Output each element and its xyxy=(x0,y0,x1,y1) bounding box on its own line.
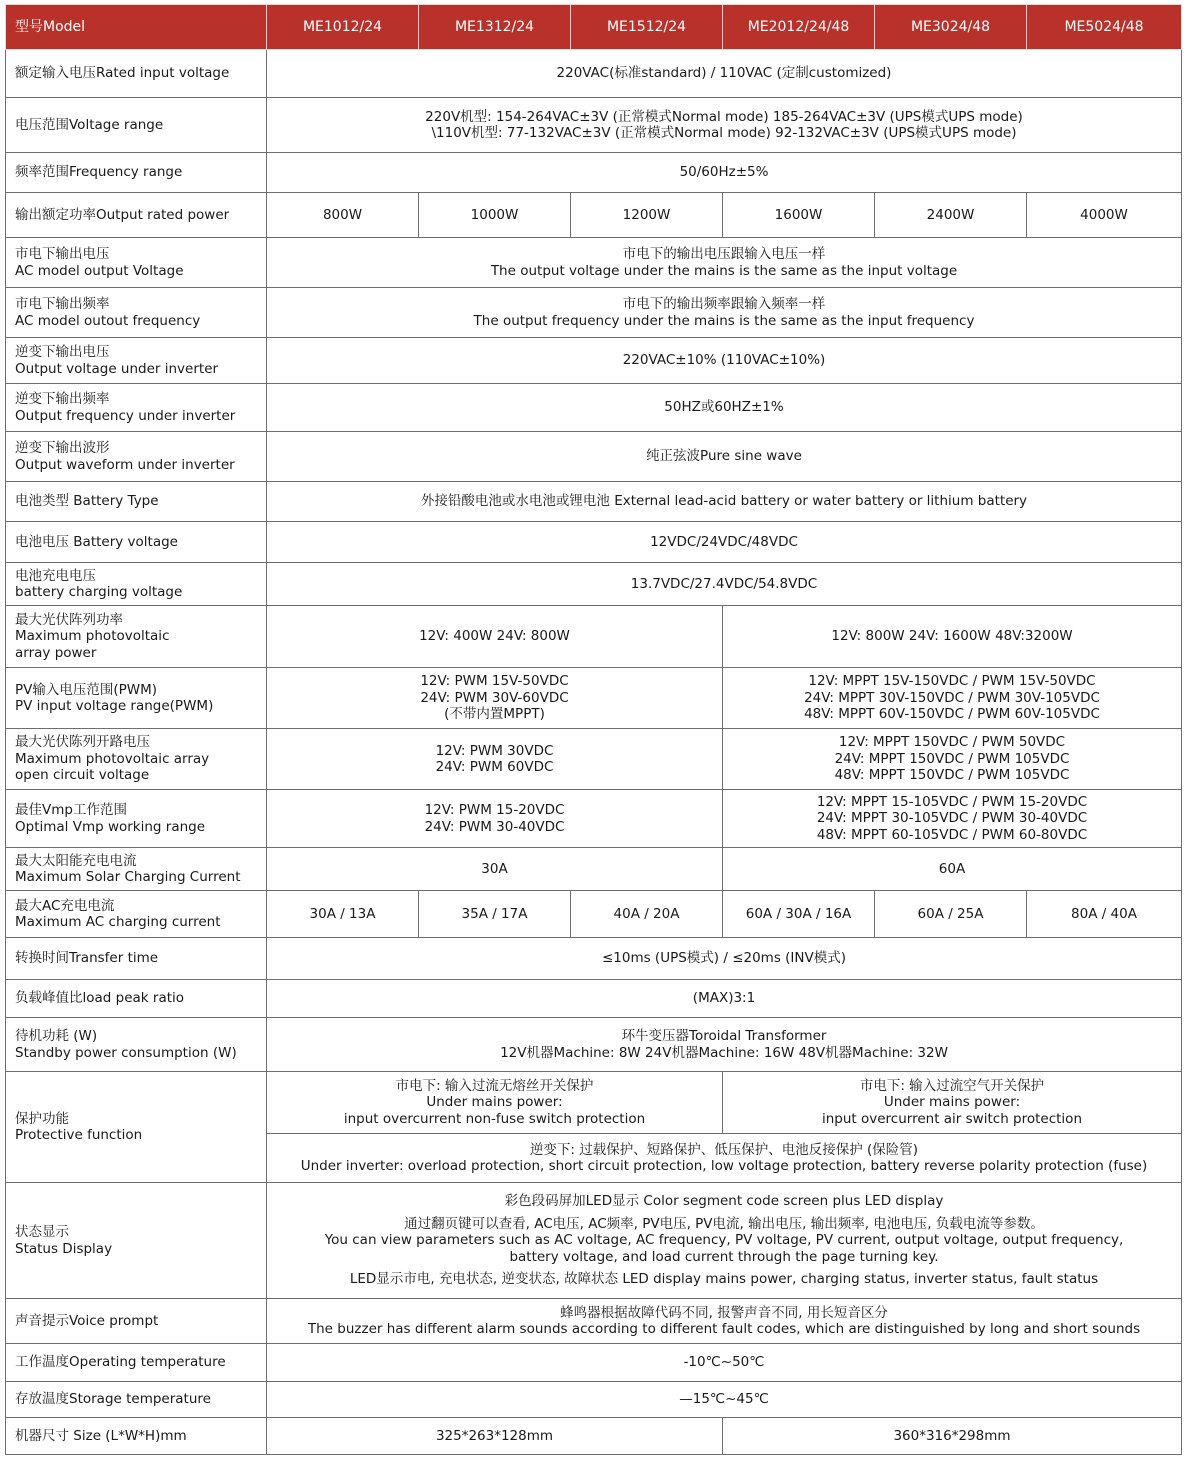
spec-label-line: 逆变下输出波形 xyxy=(15,440,110,456)
spec-cell-line: 60A / 30A / 16A xyxy=(745,905,852,922)
spec-label-line: 逆变下输出电压 xyxy=(15,344,110,360)
spec-value xyxy=(267,482,1182,522)
spec-cell xyxy=(571,891,723,938)
protection-mains-right-line: Under mains power: xyxy=(883,1094,1021,1111)
spec-label-line: 逆变下输出频率 xyxy=(15,391,110,407)
spec-cell-line: 1000W xyxy=(470,206,519,223)
spec-row xyxy=(6,790,1182,848)
spec-row xyxy=(6,848,1182,891)
spec-label-line: 电池电压 Battery voltage xyxy=(15,533,178,550)
spec-value-left-line: 325*263*128mm xyxy=(435,1427,554,1444)
spec-value-left-line: 30A xyxy=(481,860,508,877)
spec-row xyxy=(6,980,1182,1018)
spec-value xyxy=(267,288,1182,338)
protection-inverter-line: 逆变下: 过载保护、短路保护、低压保护、电池反接保护 (保险管) xyxy=(529,1141,919,1158)
spec-label xyxy=(6,288,267,338)
spec-cell xyxy=(723,193,875,238)
status-label-line: Status Display xyxy=(15,1240,113,1257)
model-header-line: ME1012/24 xyxy=(302,18,383,35)
spec-value-line: 220VAC(标准standard) / 110VAC (定制customized) xyxy=(556,65,892,82)
spec-value-right-line: 24V: MPPT 30-105VDC / PWM 30-40VDC xyxy=(816,810,1088,827)
spec-cell xyxy=(1027,193,1182,238)
spec-label-line: 最大光伏阵列功率 xyxy=(15,611,123,628)
spec-cell-line: 2400W xyxy=(926,206,975,223)
spec-cell-line: 1600W xyxy=(774,206,823,223)
spec-row xyxy=(6,288,1182,338)
spec-label-line: Maximum photovoltaic array xyxy=(15,750,210,767)
spec-value xyxy=(267,563,1182,606)
spec-row xyxy=(6,563,1182,606)
header-label xyxy=(6,5,267,50)
spec-value xyxy=(267,384,1182,432)
spec-value-left-line: 12V: PWM 30VDC xyxy=(435,742,554,759)
spec-row xyxy=(6,98,1182,153)
status-value-line: You can view parameters such as AC voltage, AC frequency, PV voltage, PV current, output voltage, output frequency, xyxy=(324,1232,1124,1249)
model-header-line: ME1512/24 xyxy=(606,18,687,35)
spec-row xyxy=(6,1299,1182,1344)
spec-label xyxy=(6,153,267,193)
spec-label xyxy=(6,1299,267,1344)
spec-value-line: 12VDC/24VDC/48VDC xyxy=(650,533,798,550)
spec-value-line: 蜂鸣器根据故障代码不同, 报警声音不同, 用长短音区分 xyxy=(560,1304,888,1321)
spec-value-line: 13.7VDC/27.4VDC/54.8VDC xyxy=(630,575,818,592)
spec-cell-line: 80A / 40A xyxy=(1071,905,1137,922)
spec-label xyxy=(6,98,267,153)
spec-label-line: array power xyxy=(15,644,97,661)
spec-row xyxy=(6,891,1182,938)
spec-label xyxy=(6,848,267,891)
spec-value-right-line: 24V: MPPT 150VDC / PWM 105VDC xyxy=(834,750,1070,767)
spec-value-left xyxy=(267,848,723,891)
spec-value-right-line: 24V: MPPT 30V-150VDC / PWM 30V-105VDC xyxy=(804,689,1100,706)
spec-value-left-line: 12V: 400W 24V: 800W xyxy=(419,628,570,645)
spec-label-line: 输出额定功率Output rated power xyxy=(15,206,230,223)
spec-cell xyxy=(267,891,419,938)
protection-mains-right-line: input overcurrent air switch protection xyxy=(821,1110,1083,1127)
model-header xyxy=(723,5,875,50)
spec-value xyxy=(267,98,1182,153)
spec-row xyxy=(6,482,1182,522)
protection-label xyxy=(6,1072,267,1183)
spec-value-right xyxy=(723,1418,1182,1455)
spec-label xyxy=(6,891,267,938)
protection-inverter-line: Under inverter: overload protection, short circuit protection, low voltage protection, battery reverse polarity protection (fuse) xyxy=(300,1158,1148,1174)
spec-row xyxy=(6,606,1182,668)
spec-cell xyxy=(1027,891,1182,938)
spec-row xyxy=(6,153,1182,193)
protection-inverter xyxy=(267,1134,1182,1183)
model-header-line: ME5024/48 xyxy=(1064,18,1144,35)
spec-value-right xyxy=(723,606,1182,668)
spec-value-line: \110V机型: 77-132VAC±3V (正常模式Normal mode) 92-132VAC±3V (UPS模式UPS mode) xyxy=(431,125,1017,141)
spec-value-line: The output voltage under the mains is the same as the input voltage xyxy=(490,262,958,279)
spec-row xyxy=(6,432,1182,482)
model-header xyxy=(875,5,1027,50)
spec-label xyxy=(6,606,267,668)
spec-cell-line: 4000W xyxy=(1080,206,1128,223)
spec-value-right-line: 12V: 800W 24V: 1600W 48V:3200W xyxy=(831,628,1073,645)
spec-label xyxy=(6,938,267,980)
model-header xyxy=(1027,5,1182,50)
spec-table xyxy=(5,4,1182,1455)
spec-label xyxy=(6,338,267,384)
spec-row xyxy=(6,938,1182,980)
spec-label-line: 最佳Vmp工作范围 xyxy=(15,802,127,818)
spec-label xyxy=(6,1018,267,1072)
spec-value-right-line: 360*316*298mm xyxy=(893,1427,1011,1444)
spec-row xyxy=(6,1018,1182,1072)
spec-label-line: 电压范围Voltage range xyxy=(15,116,164,133)
spec-label-line: Optimal Vmp working range xyxy=(15,818,206,835)
spec-cell xyxy=(267,193,419,238)
header-row xyxy=(6,5,1182,50)
spec-label-line: Output waveform under inverter xyxy=(15,456,235,473)
status-value-line: battery voltage, and load current through the page turning key. xyxy=(509,1248,939,1265)
spec-value xyxy=(267,153,1182,193)
spec-label xyxy=(6,668,267,729)
spec-row xyxy=(6,1344,1182,1382)
spec-cell xyxy=(875,891,1027,938)
spec-value-line: ≤10ms (UPS模式) / ≤20ms (INV模式) xyxy=(601,950,847,967)
spec-value-right xyxy=(723,668,1182,729)
spec-label-line: PV输入电压范围(PWM) xyxy=(15,681,158,698)
spec-label-line: 额定输入电压Rated input voltage xyxy=(15,65,230,82)
spec-value xyxy=(267,1018,1182,1072)
spec-value-right-line: 12V: MPPT 150VDC / PWM 50VDC xyxy=(838,734,1066,751)
spec-value-line: -10℃~50℃ xyxy=(683,1354,765,1371)
spec-value xyxy=(267,50,1182,98)
spec-cell xyxy=(723,891,875,938)
spec-value-right-line: 12V: MPPT 15-105VDC / PWM 15-20VDC xyxy=(816,793,1088,810)
model-header xyxy=(419,5,571,50)
spec-value-right xyxy=(723,848,1182,891)
spec-value-right-line: 60A xyxy=(938,860,966,877)
spec-row xyxy=(6,384,1182,432)
status-value-line: LED显示市电, 充电状态, 逆变状态, 故障状态 LED display mains power, charging status, inverter status, fault status xyxy=(349,1271,1099,1288)
spec-label-line: 待机功耗 (W) xyxy=(15,1028,98,1044)
status-value-line: 彩色段码屏加LED显示 Color segment code screen plus LED display xyxy=(504,1193,944,1210)
spec-value-right-line: 48V: MPPT 150VDC / PWM 105VDC xyxy=(834,767,1070,784)
spec-label-line: AC model outout frequency xyxy=(15,312,201,329)
spec-value xyxy=(267,238,1182,288)
spec-value-line: —15℃~45℃ xyxy=(679,1391,769,1408)
spec-value-right-line: 48V: MPPT 60-105VDC / PWM 60-80VDC xyxy=(816,826,1088,843)
protection-label-line: Protective function xyxy=(15,1127,143,1143)
spec-row xyxy=(6,729,1182,790)
spec-label-line: Standby power consumption (W) xyxy=(15,1044,237,1061)
spec-value xyxy=(267,980,1182,1018)
spec-value-left xyxy=(267,729,723,790)
spec-row xyxy=(6,668,1182,729)
spec-value-line: (MAX)3:1 xyxy=(692,990,756,1007)
spec-value-line: 市电下的输出电压跟输入电压一样 xyxy=(622,246,826,262)
spec-value-line: The output frequency under the mains is the same as the input frequency xyxy=(473,312,975,329)
spec-label xyxy=(6,522,267,563)
spec-value xyxy=(267,522,1182,563)
spec-label-line: Maximum AC charging current xyxy=(15,914,221,930)
spec-value-right xyxy=(723,729,1182,790)
spec-value-left-line: 24V: PWM 30-40VDC xyxy=(424,818,565,835)
spec-value-line: 50/60Hz±5% xyxy=(679,164,769,181)
spec-value-line: The buzzer has different alarm sounds according to different fault codes, which are distinguished by long and short sounds xyxy=(307,1321,1141,1337)
spec-label-line: battery charging voltage xyxy=(15,584,183,600)
protection-mains-left-line: Under mains power: xyxy=(426,1094,563,1111)
spec-value-left-line: 12V: PWM 15-20VDC xyxy=(424,802,565,818)
status-value xyxy=(267,1183,1182,1299)
spec-value-line: 纯正弦波Pure sine wave xyxy=(646,448,802,465)
spec-label xyxy=(6,980,267,1018)
spec-label-line: 频率范围Frequency range xyxy=(15,164,183,181)
spec-label-line: 市电下输出频率 xyxy=(15,296,110,312)
spec-label-line: 存放温度Storage temperature xyxy=(15,1391,211,1408)
spec-row xyxy=(6,522,1182,563)
spec-label xyxy=(6,729,267,790)
model-header-line: ME3024/48 xyxy=(910,18,991,35)
spec-label xyxy=(6,1418,267,1455)
spec-value-left xyxy=(267,1418,723,1455)
spec-label-line: 负载峰值比load peak ratio xyxy=(15,990,185,1007)
spec-label xyxy=(6,432,267,482)
spec-value-left-line: 24V: PWM 30V-60VDC xyxy=(420,689,569,706)
protection-label-line: 保护功能 xyxy=(15,1110,69,1127)
spec-cell-line: 1200W xyxy=(622,206,671,223)
spec-label xyxy=(6,1344,267,1382)
spec-value-left xyxy=(267,606,723,668)
spec-label-line: Maximum Solar Charging Current xyxy=(15,869,241,885)
spec-value-line: 12V机器Machine: 8W 24V机器Machine: 16W 48V机器Machine: 32W xyxy=(500,1044,948,1061)
model-header xyxy=(267,5,419,50)
status-row xyxy=(6,1183,1182,1299)
spec-value xyxy=(267,938,1182,980)
spec-label xyxy=(6,50,267,98)
spec-value-line: 外接铅酸电池或水电池或锂电池 External lead-acid battery or water battery or lithium battery xyxy=(420,493,1028,510)
header-label-line: 型号Model xyxy=(15,18,86,35)
protection-mains-right xyxy=(723,1072,1182,1134)
spec-cell-line: 60A / 25A xyxy=(917,905,984,922)
model-header xyxy=(571,5,723,50)
model-header-line: ME1312/24 xyxy=(454,18,535,35)
spec-label xyxy=(6,482,267,522)
spec-row xyxy=(6,1382,1182,1418)
spec-row xyxy=(6,50,1182,98)
spec-row xyxy=(6,1418,1182,1455)
spec-label-line: 工作温度Operating temperature xyxy=(15,1354,226,1371)
spec-label-line: 市电下输出电压 xyxy=(15,246,110,262)
spec-label-line: AC model output Voltage xyxy=(15,262,184,279)
spec-cell xyxy=(875,193,1027,238)
spec-label-line: 声音提示Voice prompt xyxy=(15,1312,159,1329)
spec-label-line: 电池类型 Battery Type xyxy=(15,493,159,510)
spec-value-right xyxy=(723,790,1182,848)
spec-label-line: 转换时间Transfer time xyxy=(15,950,159,967)
spec-value xyxy=(267,1299,1182,1344)
spec-value xyxy=(267,338,1182,384)
status-value-line: 通过翻页键可以查看, AC电压, AC频率, PV电压, PV电流, 输出电压, 输出频率, 电池电压, 负载电流等参数。 xyxy=(404,1215,1044,1232)
spec-cell xyxy=(571,193,723,238)
spec-cell xyxy=(419,193,571,238)
protection-mains-left-line: 市电下: 输入过流无熔丝开关保护 xyxy=(395,1077,594,1094)
spec-value xyxy=(267,432,1182,482)
spec-value-line: 市电下的输出频率跟输入频率一样 xyxy=(622,296,826,312)
protection-mains-right-line: 市电下: 输入过流空气开关保护 xyxy=(859,1077,1045,1094)
spec-value-left-line: 24V: PWM 60VDC xyxy=(435,759,554,775)
spec-label xyxy=(6,1382,267,1418)
spec-label-line: Output voltage under inverter xyxy=(15,360,219,377)
spec-label-line: PV input voltage range(PWM) xyxy=(15,698,214,714)
spec-value-left-line: (不带内置MPPT) xyxy=(444,706,545,723)
spec-value xyxy=(267,1344,1182,1382)
status-label-line: 状态显示 xyxy=(15,1224,69,1240)
protection-row xyxy=(6,1072,1182,1134)
spec-cell-line: 30A / 13A xyxy=(309,905,376,922)
spec-value xyxy=(267,1382,1182,1418)
spec-value-left xyxy=(267,668,723,729)
protection-mains-left-line: input overcurrent non-fuse switch protection xyxy=(343,1110,646,1127)
spec-row xyxy=(6,193,1182,238)
spec-value-line: 220VAC±10% (110VAC±10%) xyxy=(622,352,826,369)
spec-label xyxy=(6,193,267,238)
spec-value-left-line: 12V: PWM 15V-50VDC xyxy=(420,673,569,690)
spec-row xyxy=(6,338,1182,384)
spec-value-line: 50HZ或60HZ±1% xyxy=(664,399,784,416)
spec-cell xyxy=(419,891,571,938)
spec-label-line: 最大太阳能充电电流 xyxy=(15,852,137,869)
spec-label xyxy=(6,790,267,848)
spec-label xyxy=(6,238,267,288)
spec-label-line: Maximum photovoltaic xyxy=(15,628,170,645)
spec-label-line: open circuit voltage xyxy=(15,767,150,784)
spec-cell-line: 35A / 17A xyxy=(461,905,528,922)
spec-label xyxy=(6,563,267,606)
spec-value-line: 220V机型: 154-264VAC±3V (正常模式Normal mode) 185-264VAC±3V (UPS模式UPS mode) xyxy=(425,108,1023,125)
spec-cell-line: 800W xyxy=(322,206,363,223)
spec-label xyxy=(6,384,267,432)
spec-value-left xyxy=(267,790,723,848)
model-header-line: ME2012/24/48 xyxy=(747,18,850,35)
spec-value-right-line: 48V: MPPT 60V-150VDC / PWM 60V-105VDC xyxy=(804,706,1100,723)
status-label xyxy=(6,1183,267,1299)
spec-label-line: Output frequency under inverter xyxy=(15,407,236,424)
spec-label-line: 电池充电电压 xyxy=(15,567,96,584)
spec-row xyxy=(6,238,1182,288)
spec-label-line: 最大AC充电电流 xyxy=(15,897,115,914)
spec-cell-line: 40A / 20A xyxy=(613,905,680,922)
spec-value-line: 环牛变压器Toroidal Transformer xyxy=(621,1028,827,1044)
spec-label-line: 机器尺寸 Size (L*W*H)mm xyxy=(15,1427,187,1444)
spec-value-right-line: 12V: MPPT 15V-150VDC / PWM 15V-50VDC xyxy=(808,673,1096,690)
spec-label-line: 最大光伏陈列开路电压 xyxy=(15,734,150,751)
protection-mains-left xyxy=(267,1072,723,1134)
